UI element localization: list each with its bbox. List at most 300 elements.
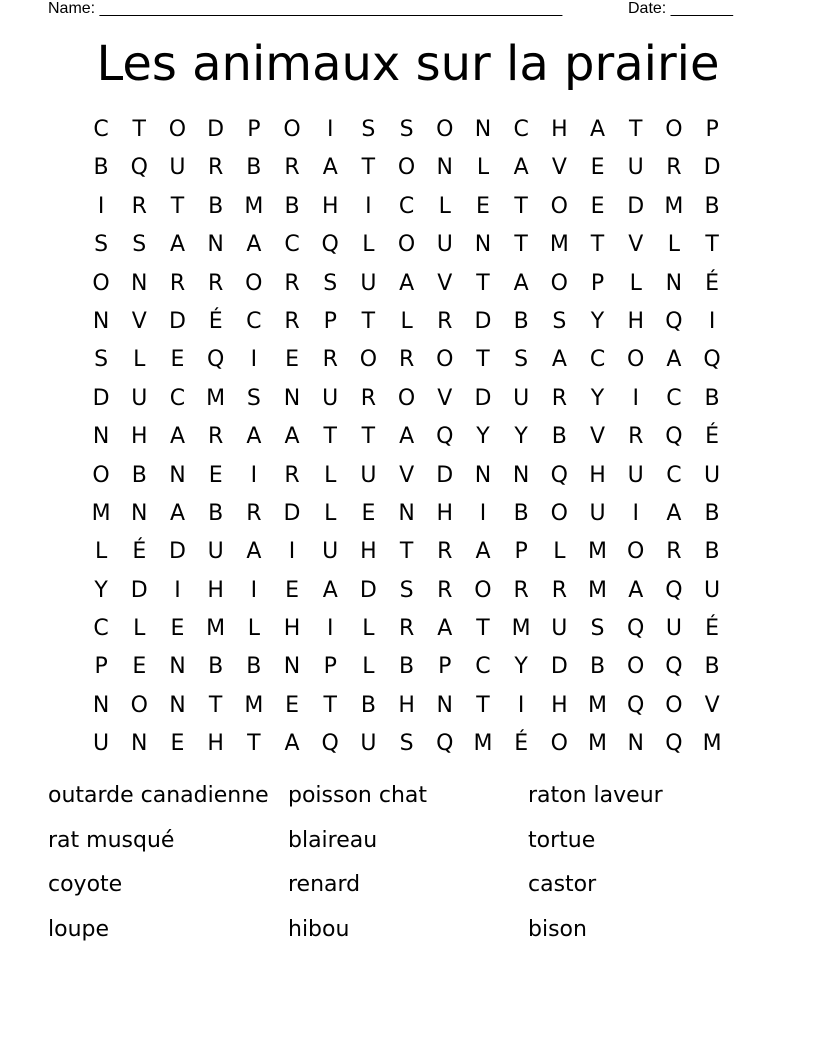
word-list-item: poisson chat — [288, 783, 428, 808]
grid-letter: R — [208, 424, 224, 450]
grid-letter: N — [627, 731, 644, 757]
grid-letter: H — [360, 539, 377, 565]
grid-letter: U — [322, 539, 339, 565]
grid-letter: R — [169, 270, 186, 296]
grid-letter: B — [208, 654, 224, 680]
grid-letter: D — [627, 193, 645, 219]
grid-letter: Q — [665, 654, 683, 680]
grid-letter: V — [704, 692, 720, 718]
grid-letter: M — [206, 616, 226, 642]
grid-letter: I — [632, 500, 639, 526]
grid-letter: O — [550, 270, 568, 296]
grid-letter: A — [246, 539, 262, 565]
grid-letter: B — [513, 500, 529, 526]
grid-letter: M — [206, 385, 226, 411]
grid-letter: R — [628, 424, 644, 450]
grid-letter: R — [208, 155, 224, 181]
grid-letter: L — [247, 616, 260, 642]
grid-letter: R — [322, 347, 338, 373]
grid-letter: A — [399, 270, 415, 296]
grid-letter: H — [589, 462, 606, 488]
grid-letter: H — [436, 500, 454, 526]
grid-letter: C — [284, 232, 300, 258]
grid-letter: T — [323, 424, 337, 450]
grid-letter: S — [590, 616, 605, 642]
grid-letter: V — [628, 232, 644, 258]
grid-letter: N — [92, 424, 110, 450]
grid-letter: D — [168, 308, 186, 334]
grid-letter: S — [246, 385, 261, 411]
grid-letter: T — [399, 539, 414, 565]
grid-letter: E — [285, 347, 299, 373]
grid-letter: B — [551, 424, 567, 450]
grid-letter: E — [285, 577, 299, 603]
grid-letter: E — [170, 616, 185, 642]
grid-letter: T — [323, 692, 337, 718]
grid-letter: A — [475, 539, 491, 565]
grid-letter: O — [168, 117, 187, 142]
grid-letter: M — [588, 692, 608, 718]
grid-letter: B — [208, 193, 224, 219]
grid-letter: U — [322, 385, 339, 411]
grid-letter: B — [360, 692, 376, 718]
grid-letter: T — [361, 308, 376, 334]
grid-letter: A — [437, 616, 453, 642]
grid-letter: O — [474, 577, 492, 603]
grid-letter: H — [321, 193, 339, 219]
grid-letter: V — [437, 270, 453, 296]
grid-letter: O — [550, 193, 568, 219]
word-list — [48, 776, 768, 954]
grid-letter: N — [665, 270, 683, 296]
grid-letter: I — [250, 462, 258, 488]
grid-letter: Q — [627, 616, 645, 642]
grid-letter: O — [397, 385, 416, 411]
grid-letter: T — [361, 424, 376, 450]
grid-letter: I — [174, 577, 181, 603]
grid-letter: N — [131, 500, 148, 526]
grid-letter: C — [666, 385, 682, 411]
grid-letter: L — [362, 654, 375, 680]
grid-letter: E — [476, 193, 490, 219]
grid-letter: V — [131, 308, 147, 334]
grid-letter: D — [474, 385, 492, 411]
grid-letter: R — [398, 347, 415, 373]
grid-letter: Y — [514, 654, 528, 680]
grid-letter: H — [551, 117, 568, 142]
grid-letter: P — [705, 117, 719, 142]
grid-letter: S — [399, 577, 414, 603]
grid-row — [82, 495, 731, 533]
grid-letter: B — [704, 500, 720, 526]
grid-letter: P — [247, 117, 261, 142]
date-field-label[interactable]: Date: _______ — [628, 0, 733, 17]
grid-letter: O — [92, 270, 110, 296]
grid-letter: A — [284, 424, 300, 450]
grid-letter: R — [666, 539, 682, 565]
grid-letter: I — [479, 500, 487, 526]
grid-letter: U — [360, 462, 377, 488]
grid-letter: C — [246, 308, 262, 334]
grid-letter: N — [131, 270, 148, 296]
grid-row — [82, 418, 731, 456]
grid-letter: N — [436, 155, 454, 181]
grid-letter: A — [513, 155, 529, 181]
grid-letter: L — [400, 308, 413, 334]
grid-letter: M — [664, 193, 684, 219]
grid-letter: Q — [550, 462, 568, 488]
grid-letter: D — [92, 385, 110, 411]
grid-letter: T — [590, 232, 605, 258]
grid-letter: U — [627, 155, 644, 181]
grid-letter: I — [326, 616, 334, 642]
grid-letter: É — [514, 731, 529, 757]
grid-letter: A — [666, 500, 682, 526]
grid-letter: R — [246, 500, 262, 526]
grid-letter: O — [245, 270, 263, 296]
grid-letter: A — [246, 424, 262, 450]
grid-row — [82, 149, 731, 187]
grid-letter: A — [284, 731, 300, 757]
grid-letter: D — [436, 462, 454, 488]
grid-letter: O — [627, 539, 645, 565]
name-field-label[interactable]: Name: ____________________________________________________ — [48, 0, 563, 17]
grid-letter: A — [590, 117, 606, 142]
grid-letter: B — [704, 539, 720, 565]
grid-letter: N — [207, 232, 224, 258]
grid-letter: E — [170, 347, 185, 373]
grid-letter: Q — [321, 731, 339, 757]
grid-letter: H — [207, 577, 224, 603]
grid-letter: M — [588, 577, 608, 603]
grid-letter: N — [169, 654, 186, 680]
grid-letter: É — [132, 539, 147, 565]
grid-letter: I — [326, 117, 334, 142]
grid-letter: T — [247, 731, 261, 757]
grid-letter: U — [360, 270, 377, 296]
grid-letter: U — [704, 577, 721, 603]
grid-row — [82, 610, 731, 648]
grid-letter: T — [476, 347, 490, 373]
grid-letter: I — [250, 577, 258, 603]
grid-letter: D — [207, 117, 225, 142]
grid-letter: R — [360, 385, 377, 411]
grid-letter: N — [283, 385, 301, 411]
grid-letter: A — [399, 424, 415, 450]
grid-letter: B — [513, 308, 529, 334]
grid-letter: R — [398, 616, 415, 642]
grid-letter: R — [551, 385, 567, 411]
grid-letter: U — [207, 539, 224, 565]
grid-letter: M — [91, 500, 111, 526]
grid-letter: E — [361, 500, 376, 526]
grid-letter: O — [550, 731, 568, 757]
grid-letter: D — [283, 500, 301, 526]
grid-letter: Y — [590, 385, 605, 411]
grid-letter: O — [92, 462, 110, 488]
grid-letter: H — [283, 616, 301, 642]
grid-letter: Q — [665, 731, 683, 757]
grid-row — [82, 188, 731, 226]
grid-letter: L — [553, 539, 566, 565]
grid-letter: V — [551, 155, 567, 181]
grid-letter: R — [437, 539, 453, 565]
grid-letter: É — [705, 424, 720, 450]
word-list-item: outarde canadienne — [48, 783, 269, 808]
grid-letter: I — [250, 347, 258, 373]
grid-letter: U — [589, 500, 606, 526]
grid-row — [82, 226, 731, 264]
grid-letter: C — [398, 193, 415, 219]
grid-letter: U — [551, 616, 568, 642]
word-list-item: blaireau — [288, 827, 378, 853]
grid-letter: V — [437, 385, 453, 411]
grid-row — [82, 111, 731, 149]
grid-letter: É — [208, 308, 223, 334]
grid-row — [82, 380, 731, 418]
grid-row — [82, 648, 731, 686]
grid-letter: N — [474, 117, 492, 142]
grid-letter: E — [208, 462, 223, 488]
grid-letter: O — [627, 654, 645, 680]
word-list-item: castor — [528, 872, 597, 898]
grid-letter: T — [514, 193, 528, 219]
grid-letter: C — [666, 462, 682, 488]
grid-letter: Q — [436, 424, 454, 450]
grid-letter: D — [703, 155, 721, 181]
grid-letter: O — [130, 692, 148, 718]
grid-letter: C — [169, 385, 186, 411]
grid-letter: M — [549, 232, 569, 258]
grid-letter: S — [399, 117, 414, 142]
grid-letter: V — [399, 462, 415, 488]
grid-letter: N — [474, 232, 492, 258]
grid-letter: O — [550, 500, 568, 526]
grid-letter: D — [474, 308, 492, 334]
grid-letter: U — [704, 462, 721, 488]
grid-letter: E — [590, 155, 605, 181]
grid-letter: A — [322, 155, 338, 181]
grid-letter: N — [131, 731, 148, 757]
grid-letter: O — [397, 155, 416, 181]
grid-letter: R — [437, 308, 453, 334]
grid-letter: M — [588, 539, 608, 565]
grid-letter: L — [133, 616, 146, 642]
letter-grid — [82, 111, 731, 764]
word-list-item: coyote — [48, 872, 123, 898]
grid-row — [82, 725, 731, 763]
grid-letter: R — [437, 577, 453, 603]
grid-letter: C — [93, 117, 109, 142]
grid-letter: A — [169, 424, 185, 450]
grid-letter: Q — [130, 155, 148, 181]
grid-letter: M — [473, 731, 493, 757]
grid-letter: B — [284, 193, 300, 219]
grid-letter: C — [475, 654, 491, 680]
grid-letter: Y — [94, 577, 108, 603]
grid-letter: B — [704, 654, 720, 680]
grid-letter: M — [244, 692, 264, 718]
grid-letter: N — [169, 462, 186, 488]
grid-letter: T — [361, 155, 376, 181]
grid-letter: U — [169, 155, 186, 181]
grid-letter: A — [628, 577, 644, 603]
page-title: Les animaux sur la prairie — [96, 36, 720, 92]
grid-letter: L — [362, 232, 375, 258]
grid-letter: É — [705, 270, 720, 296]
grid-letter: D — [550, 654, 568, 680]
grid-letter: D — [130, 577, 148, 603]
grid-letter: L — [629, 270, 642, 296]
grid-letter: O — [436, 347, 454, 373]
grid-letter: U — [665, 616, 682, 642]
grid-letter: P — [514, 539, 528, 565]
grid-letter: R — [284, 308, 300, 334]
grid-letter: M — [244, 193, 264, 219]
grid-letter: T — [628, 117, 643, 142]
word-list-item: hibou — [288, 916, 350, 942]
grid-letter: T — [514, 232, 528, 258]
grid-letter: S — [399, 731, 414, 757]
grid-letter: S — [361, 117, 376, 142]
grid-letter: T — [476, 692, 490, 718]
grid-row — [82, 303, 731, 341]
grid-letter: Q — [321, 232, 339, 258]
grid-letter: P — [438, 654, 452, 680]
grid-letter: B — [246, 654, 262, 680]
grid-letter: M — [702, 731, 722, 757]
grid-letter: L — [324, 462, 337, 488]
grid-letter: N — [398, 500, 415, 526]
grid-letter: H — [131, 424, 148, 450]
grid-letter: Q — [665, 308, 683, 334]
grid-row — [82, 341, 731, 379]
grid-letter: D — [359, 577, 377, 603]
grid-letter: C — [93, 616, 109, 642]
word-list-item: rat musqué — [48, 827, 175, 853]
word-list-item: loupe — [48, 916, 110, 942]
grid-letter: T — [132, 117, 146, 142]
grid-letter: Q — [665, 424, 683, 450]
grid-letter: Y — [590, 308, 605, 334]
grid-letter: I — [632, 385, 639, 411]
grid-letter: S — [94, 232, 109, 258]
grid-letter: A — [513, 270, 529, 296]
grid-letter: L — [476, 155, 490, 181]
grid-row — [82, 265, 731, 303]
grid-letter: R — [513, 577, 529, 603]
grid-letter: A — [169, 232, 185, 258]
grid-letter: N — [474, 462, 492, 488]
grid-letter: A — [551, 347, 567, 373]
grid-letter: L — [362, 616, 375, 642]
grid-letter: N — [92, 308, 110, 334]
grid-letter: N — [283, 654, 301, 680]
grid-letter: O — [397, 232, 416, 258]
grid-row — [82, 572, 731, 610]
grid-letter: L — [438, 193, 451, 219]
header — [48, 0, 748, 20]
grid-letter: A — [169, 500, 185, 526]
grid-letter: I — [288, 539, 296, 565]
grid-letter: B — [704, 193, 720, 219]
grid-letter: R — [284, 270, 300, 296]
grid-letter: O — [436, 117, 454, 142]
grid-letter: O — [283, 117, 301, 142]
grid-letter: L — [324, 500, 337, 526]
grid-row — [82, 687, 731, 725]
grid-letter: L — [667, 232, 681, 258]
grid-letter: D — [168, 539, 186, 565]
grid-letter: C — [589, 347, 606, 373]
grid-letter: P — [94, 654, 108, 680]
grid-letter: L — [94, 539, 108, 565]
grid-letter: R — [666, 155, 682, 181]
grid-letter: É — [705, 616, 720, 642]
grid-letter: E — [170, 731, 185, 757]
grid-letter: O — [627, 347, 645, 373]
grid-letter: H — [207, 731, 224, 757]
grid-letter: B — [246, 155, 262, 181]
grid-row — [82, 457, 731, 495]
grid-letter: S — [514, 347, 529, 373]
grid-letter: R — [208, 270, 224, 296]
grid-letter: E — [285, 692, 299, 718]
grid-letter: E — [590, 193, 605, 219]
grid-letter: R — [284, 462, 300, 488]
grid-letter: U — [93, 731, 110, 757]
grid-letter: T — [476, 270, 490, 296]
grid-letter: T — [208, 692, 223, 718]
grid-letter: N — [436, 692, 454, 718]
grid-letter: B — [208, 500, 224, 526]
grid-letter: I — [97, 193, 105, 219]
grid-letter: N — [169, 692, 186, 718]
grid-letter: E — [132, 654, 147, 680]
grid-letter: S — [552, 308, 567, 334]
grid-letter: Q — [703, 347, 721, 373]
grid-letter: T — [170, 193, 185, 219]
grid-letter: U — [513, 385, 530, 411]
grid-letter: B — [704, 385, 720, 411]
grid-letter: U — [436, 232, 453, 258]
grid-letter: S — [323, 270, 338, 296]
word-list-item: renard — [288, 872, 361, 898]
grid-letter: R — [131, 193, 147, 219]
word-list-item: raton laveur — [528, 783, 663, 808]
grid-letter: B — [131, 462, 147, 488]
grid-letter: B — [93, 155, 109, 181]
grid-letter: O — [665, 117, 683, 142]
grid-row — [82, 533, 731, 571]
grid-letter: U — [360, 731, 377, 757]
grid-letter: S — [94, 347, 109, 373]
grid-letter: T — [705, 232, 719, 258]
grid-letter: A — [666, 347, 682, 373]
grid-letter: H — [398, 692, 415, 718]
grid-letter: Y — [514, 424, 528, 450]
grid-letter: M — [511, 616, 531, 642]
grid-letter: Q — [206, 347, 225, 373]
grid-letter: A — [322, 577, 338, 603]
grid-letter: Y — [476, 424, 490, 450]
grid-letter: Q — [436, 731, 454, 757]
word-list-item: tortue — [528, 827, 596, 853]
grid-letter: V — [590, 424, 606, 450]
grid-letter: U — [131, 385, 148, 411]
grid-letter: H — [627, 308, 644, 334]
grid-letter: Q — [627, 692, 645, 718]
